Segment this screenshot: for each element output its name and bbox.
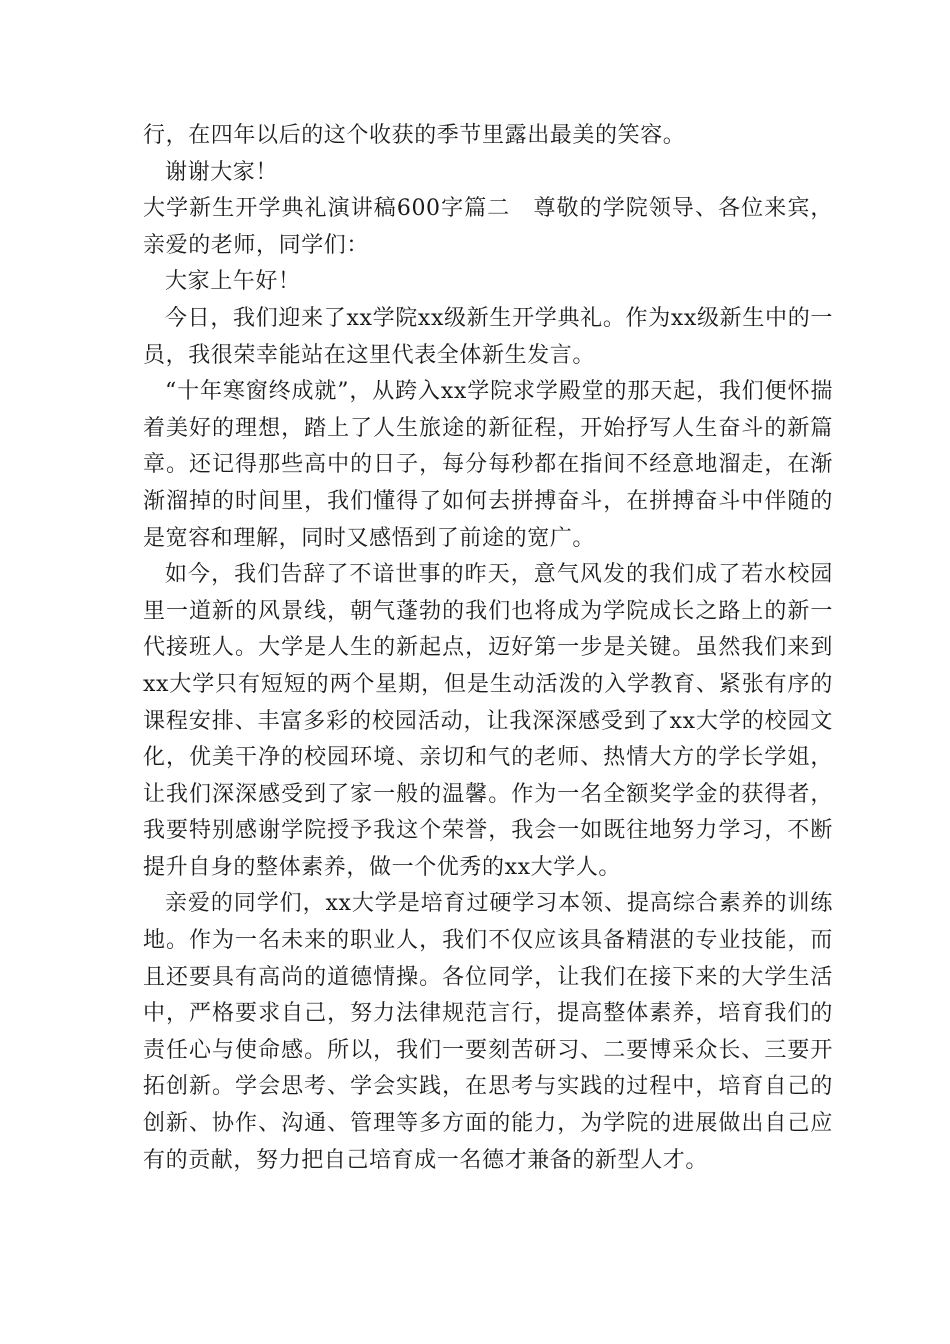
paragraph-section-title: 大学新生开学典礼演讲稿600字篇二 尊敬的学院领导、各位来宾，亲爱的老师，同学们： <box>143 196 833 258</box>
paragraph-body: “十年寒窗终成就”，从跨入xx学院求学殿堂的那天起，我们便怀揣着美好的理想，踏上了人生旅途的新征程，开始抒写人生奋斗的新篇章。还记得那些高中的日子，每分每秒都在指间不经意地溜走，在渐渐溜掉的时间里，我们懂得了如何去拼搏奋斗，在拼搏奋斗中伴随的是宽容和理解，同时又感悟到了前途的宽广。 <box>143 379 833 551</box>
paragraph-body: 如今，我们告辞了不谙世事的昨天，意气风发的我们成了若水校园里一道新的风景线，朝气蓬勃的我们也将成为学院成长之路上的新一代接班人。大学是人生的新起点，迈好第一步是关键。虽然我们来到xx大学只有短短的两个星期，但是生动活泼的入学教育、紧张有序的课程安排、丰富多彩的校园活动，让我深深感受到了xx大学的校园文化，优美干净的校园环境、亲切和气的老师、热情大方的学长学姐，让我们深深感受到了家一般的温馨。作为一名全额奖学金的获得者，我要特别感谢学院授予我这个荣誉，我会一如既往地努力学习，不断提升自身的整体素养，做一个优秀的xx大学人。 <box>143 562 833 880</box>
paragraph-body: 今日，我们迎来了xx学院xx级新生开学典礼。作为xx级新生中的一员，我很荣幸能站在这里代表全体新生发言。 <box>143 305 833 368</box>
document-page <box>143 118 833 1179</box>
paragraph-continuation: 行，在四年以后的这个收获的季节里露出最美的笑容。 <box>143 123 686 148</box>
paragraph-thanks: 谢谢大家！ <box>165 159 279 185</box>
paragraph-greeting: 大家上午好！ <box>165 269 301 295</box>
paragraph-body: 亲爱的同学们，xx大学是培育过硬学习本领、提高综合素养的训练地。作为一名未来的职业人，我们不仅应该具备精湛的专业技能，而且还要具有高尚的道德情操。各位同学，让我们在接下来的大学生活中，严格要求自己，努力法律规范言行，提高整体素养，培育我们的责任心与使命感。所以，我们一要刻苦研习、二要博采众长、三要开拓创新。学会思考、学会实践，在思考与实践的过程中，培育自己的创新、协作、沟通、管理等多方面的能力，为学院的进展做出自己应有的贡献，努力把自己培育成一名德才兼备的新型人才。 <box>143 891 833 1173</box>
